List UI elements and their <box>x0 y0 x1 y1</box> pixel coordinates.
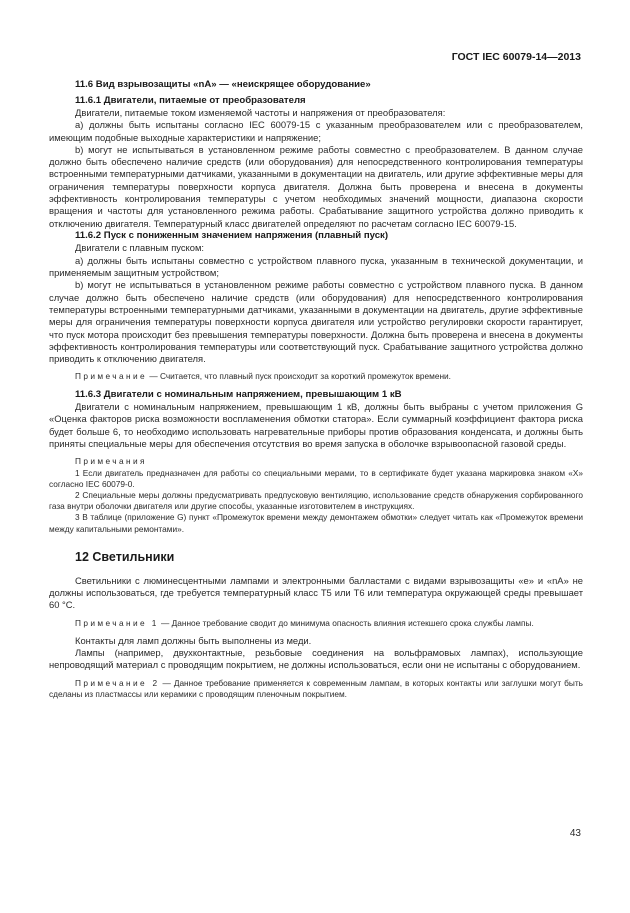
body-paragraph: а) должны быть испытаны совместно с устройством плавного пуска, указанным в технической документации, и применяемым защитным устройством; <box>49 254 583 279</box>
body-paragraph: Светильники с люминесцентными лампами и электронными балластами с видами взрывозащиты «е» и «nA» не должны использоваться, где требуется температурный класс Т5 или Т6 или температура окружающей среды превышает 60 °С. <box>49 574 583 611</box>
body-paragraph: Двигатели, питаемые током изменяемой частоты и напряжения от преобразователя: <box>75 107 446 118</box>
notes-label: Примечания <box>75 456 147 467</box>
body-paragraph: Контакты для ламп должны быть выполнены из меди. <box>75 634 312 646</box>
section-heading: 11.6.2 Пуск с пониженным значением напряжения (плавный пуск) <box>75 229 389 241</box>
body-paragraph: Лампы (например, двухконтактные, резьбовые соединения на вольфрамовых лампах), использующие непроводящий материал с проводящим покрытием, не должны использоваться, если они не испытаны с оборудованием. <box>49 647 583 671</box>
note: 2 Специальные меры должны предусматривать предпусковую вентиляцию, использование средств обнаружения сорбированного газа внутри оболочки двигателя или другие способы, указанные изготовителем в инструкциях. <box>49 489 583 512</box>
section-heading: 11.6.1 Двигатели, питаемые от преобразователя <box>75 94 306 106</box>
body-paragraph: Двигатели с плавным пуском: <box>75 242 205 254</box>
section-heading: 11.6.3 Двигатели с номинальным напряжением, превышающим 1 кВ <box>75 388 402 400</box>
note-label: Примечание <box>75 371 148 382</box>
note-label: Примечание 1 <box>75 617 159 628</box>
body-paragraph: b) могут не испытываться в установленном режиме работы совместно с преобразователем. В данном случае должно быть обеспечено наличие средств (или оборудования) для непосредственного контролирования температуры встроенными температурными датчиками, указанными в документации на двигатель, или другие эффективные меры для ограничения температуры поверхности корпуса двигателя. Должна быть проверена и внесена в документы эффективность контролирования температуры с учетом необходимых значений мощности, диапазона скорости вращения и частоты для установленного режима работы. Срабатывание защитного устройства должно приводить к отключению двигателя. Температурный класс двигателей определяют по расчетам согласно IEC 60079-15. <box>49 143 583 229</box>
section-heading: 11.6 Вид взрывозащиты «nA» — «неискрящее оборудование» <box>75 79 371 90</box>
body-paragraph: а) должны быть испытаны согласно IEC 60079-15 с указанным преобразователем или с преобразователем, имеющим подобные выходные характеристики и напряжение; <box>49 119 583 143</box>
page-number: 43 <box>569 828 581 839</box>
document-header: ГОСТ IEC 60079-14—2013 <box>451 51 581 63</box>
note: 1 Если двигатель предназначен для работы со специальными мерами, то в сертификате будет указана маркировка знаком «X» согласно IEC 60079-0. <box>49 467 583 489</box>
body-paragraph: Двигатели с номинальным напряжением, превышающим 1 кВ, должны быть выбраны с учетом приложения G «Оценка факторов риска возможности воспламенения обмотки статора». Если суммарный коэффициент фактора риска будет больше 6, то необходимо использовать нагревательные приборы против образования конденсата, и должны быть приняты специальные меры для обеспечения отсутствия во время запуска в оболочке взрывоопасной газовой среды. <box>49 401 583 450</box>
body-paragraph: b) могут не испытываться в установленном режиме работы совместно с устройством плавного пуска. В данном случае должно быть обеспечено наличие средств (или оборудования) для непосредственного контролирования температуры встроенными температурными датчиками, указанными в документации на двигатель, другие эффективные меры для ограничения температуры поверхности корпуса двигателя или устройство регулировки скорости гарантирует, что пуск мотора происходит без превышения температуры поверхности. Должна быть проверена и внесена в документы эффективность контролирования температуры или соответствующий пуск. Срабатывание защитного устройства должно приводить к отключению двигателя. <box>49 279 583 365</box>
note: 3 В таблице (приложение G) пункт «Промежуток времени между демонтажем обмотки» следует читать как «Промежуток времени между капитальными ремонтами». <box>49 512 583 534</box>
chapter-heading: 12 Светильники <box>75 549 175 564</box>
note-label: Примечание 2 <box>75 677 160 688</box>
note: Примечание 1 — Данное требование сводит до минимума опасность влияния истекшего срока службы лампы. <box>75 617 534 628</box>
document-body <box>49 79 583 700</box>
note: Примечание 2 — Данное требование применяется к современным лампам, в которых контакты или заглушки могут быть сделаны из пластмассы или керамики с проводящим пленочным покрытием. <box>49 677 583 699</box>
note: Примечание — Считается, что плавный пуск происходит за короткий промежуток времени. <box>75 371 451 382</box>
